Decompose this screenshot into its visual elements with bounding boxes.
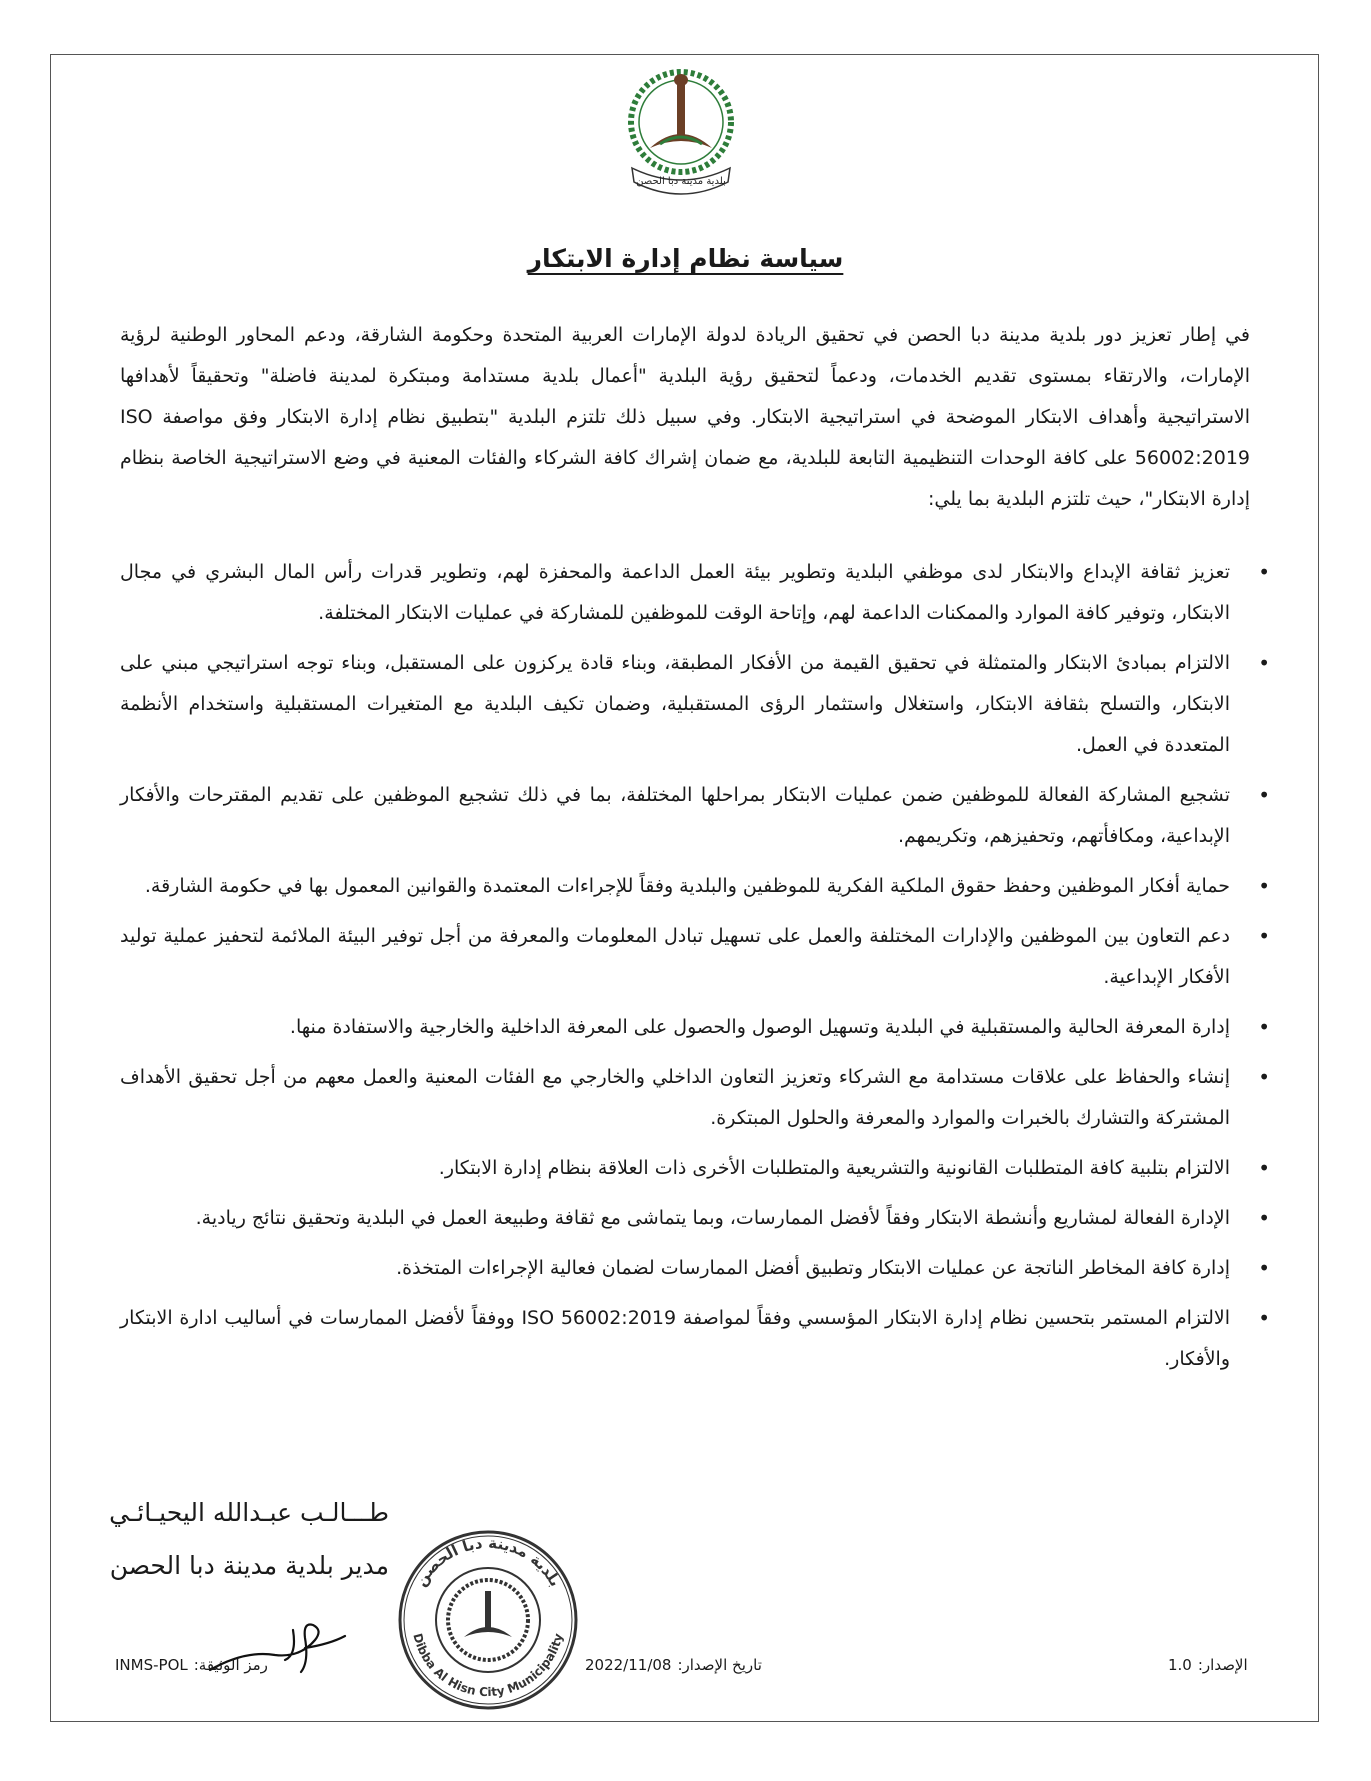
list-item: • حماية أفكار الموظفين وحفظ حقوق الملكية الفكرية للموظفين والبلدية وفقاً للإجراءات المعتمدة والقوانين المعمول بها في حكومة الشارقة. bbox=[120, 866, 1230, 907]
policy-list bbox=[120, 552, 1270, 1389]
version-value: 1.0 bbox=[1168, 1656, 1192, 1674]
signer-name: طـــالـب عبـدالله اليحيـائـي bbox=[109, 1498, 389, 1527]
version bbox=[1168, 1656, 1248, 1674]
list-item: • إدارة المعرفة الحالية والمستقبلية في البلدية وتسهيل الوصول والحصول على المعرفة الداخلية والخارجية والاستفادة منها. bbox=[120, 1007, 1230, 1048]
intro-paragraph: في إطار تعزيز دور بلدية مدينة دبا الحصن في تحقيق الريادة لدولة الإمارات العربية المتحدة وحكومة الشارقة، ودعم المحاور الوطنية لرؤية الإمارات، والارتقاء بمستوى تقديم الخدمات، ودعماً لتحقيق رؤية البلدية "أعمال بلدية مستدامة ومبتكرة لمدينة فاضلة" وتحقيقاً لأهدافها الاستراتيجية وأهداف الابتكار الموضحة في استراتيجية الابتكار. وفي سبيل ذلك تلتزم البلدية "بتطبيق نظام إدارة الابتكار وفق مواصفة ISO 56002:2019 على كافة الوحدات التنظيمية التابعة للبلدية، مع ضمان إشراك كافة الشركاء والفئات المعنية في وضع الاستراتيجية الخاصة بنظام إدارة الابتكار"، حيث تلتزم البلدية بما يلي: bbox=[120, 324, 1250, 510]
list-item: • إدارة كافة المخاطر الناتجة عن عمليات الابتكار وتطبيق أفضل الممارسات لضمان فعالية الإجراءات المتخذة. bbox=[120, 1248, 1230, 1289]
list-item: • الالتزام بتلبية كافة المتطلبات القانونية والتشريعية والمتطلبات الأخرى ذات العلاقة بنظام إدارة الابتكار. bbox=[120, 1148, 1230, 1189]
logo-caption: بلدية مدينة دبا الحصن bbox=[636, 176, 726, 187]
doc-code-label: رمز الوثيقة: bbox=[193, 1656, 268, 1674]
municipality-logo bbox=[610, 60, 752, 208]
version-label: الإصدار: bbox=[1197, 1656, 1248, 1674]
stamp-english-text: Dibba Al Hisn City Municipality bbox=[410, 1631, 566, 1700]
document-code bbox=[115, 1656, 268, 1674]
svg-text:بلدية مدينة دبا الحصن bbox=[412, 1534, 565, 1590]
issue-date bbox=[585, 1656, 762, 1674]
list-item: • إنشاء والحفاظ على علاقات مستدامة مع الشركاء وتعزيز التعاون الداخلي والخارجي مع الفئات المعنية والعمل معهم من أجل تحقيق الأهداف المشتركة والتشارك بالخبرات والموارد والمعرفة والحلول المبتكرة. bbox=[120, 1057, 1230, 1139]
list-item: • الالتزام المستمر بتحسين نظام إدارة الابتكار المؤسسي وفقاً لمواصفة ISO 56002:2019 ووفقاً لأفضل الممارسات في أساليب ادارة الابتكار والأفكار. bbox=[120, 1298, 1230, 1380]
list-item: • الالتزام بمبادئ الابتكار والمتمثلة في تحقيق القيمة من الأفكار المطبقة، وبناء قادة يركزون على المستقبل، وبناء توجه استراتيجي مبني على الابتكار، والتسلح بثقافة الابتكار، واستغلال واستثمار الرؤى المستقبلية، وضمان تكيف البلدية مع المتغيرات المستقبلية واستخدام الأنظمة المتعددة في العمل. bbox=[120, 643, 1230, 766]
title-text: سياسة نظام إدارة الابتكار bbox=[527, 244, 844, 273]
signer-position: مدير بلدية مدينة دبا الحصن bbox=[109, 1551, 389, 1580]
stamp-arabic-text: بلدية مدينة دبا الحصن bbox=[411, 1533, 565, 1590]
list-item: • تشجيع المشاركة الفعالة للموظفين ضمن عمليات الابتكار بمراحلها المختلفة، بما في ذلك تشجيع الموظفين على تقديم المقترحات والأفكار الإبداعية، ومكافأتهم، وتحفيزهم، وتكريمهم. bbox=[120, 775, 1230, 857]
list-item: • تعزيز ثقافة الإبداع والابتكار لدى موظفي البلدية وتطوير بيئة العمل الداعمة والمحفزة لهم، وتطوير قدرات رأس المال البشري في مجال الابتكار، وتوفير كافة الموارد والممكنات الداعمة لهم، وإتاحة الوقت للموظفين للمشاركة في عمليات الابتكار المختلفة. bbox=[120, 552, 1230, 634]
date-label: تاريخ الإصدار: bbox=[677, 1656, 762, 1674]
date-value: 2022/11/08 bbox=[585, 1656, 672, 1674]
list-item: • دعم التعاون بين الموظفين والإدارات المختلفة والعمل على تسهيل تبادل المعلومات والمعرفة من أجل توفير البيئة الملائمة لتحفيز عملية توليد الأفكار الإبداعية. bbox=[120, 916, 1230, 998]
official-stamp bbox=[392, 1525, 584, 1715]
doc-code-value: INMS-POL bbox=[115, 1656, 188, 1674]
list-item: • الإدارة الفعالة لمشاريع وأنشطة الابتكار وفقاً لأفضل الممارسات، وبما يتماشى مع ثقافة وطبيعة العمل في البلدية وتحقيق نتائج ريادية. bbox=[120, 1198, 1230, 1239]
page-title bbox=[0, 244, 1371, 273]
